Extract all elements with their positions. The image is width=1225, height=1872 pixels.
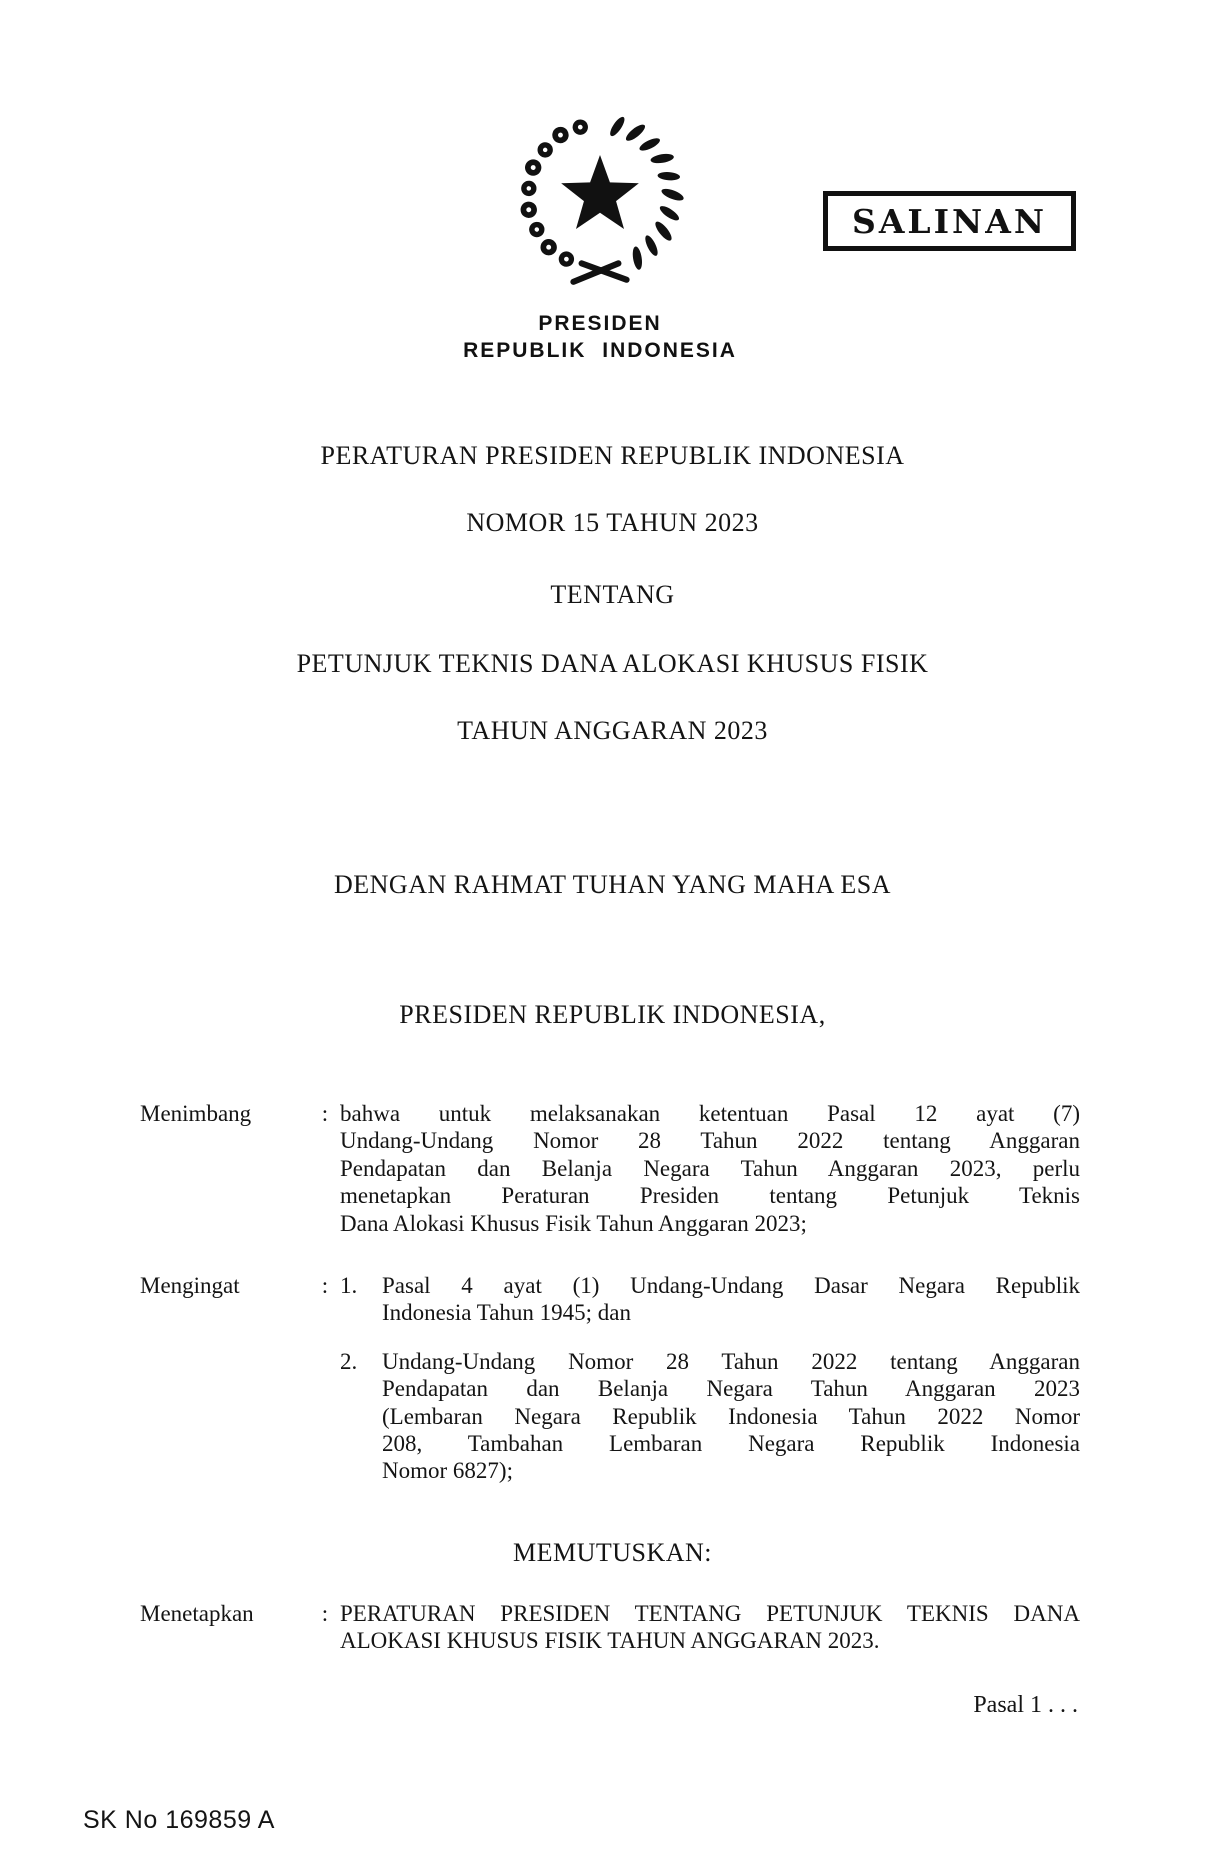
- text-line: (Lembaran Negara Republik Indonesia Tahun 2022 Nomor: [382, 1403, 1080, 1429]
- text-line: ALOKASI KHUSUS FISIK TAHUN ANGGARAN 2023.: [340, 1628, 880, 1654]
- regulation-title-line1: PERATURAN PRESIDEN REPUBLIK INDONESIA: [320, 441, 905, 470]
- text-line: bahwa untuk melaksanakan ketentuan Pasal 12 ayat (7): [340, 1101, 1080, 1126]
- recalling-item-2-text: [382, 1348, 1080, 1485]
- enacting-text: [340, 1600, 1080, 1655]
- presidential-star-wreath-icon: [508, 108, 692, 292]
- text-line: 208, Tambahan Lembaran Negara Republik Indonesia: [382, 1431, 1080, 1457]
- text-line: Undang-Undang Nomor 28 Tahun 2022 tentang Anggaran: [340, 1128, 1080, 1154]
- decision-heading: MEMUTUSKAN:: [512, 1538, 713, 1567]
- recalling-item-1-number: 1.: [340, 1273, 358, 1298]
- tentang-line: TENTANG: [550, 580, 675, 609]
- issuer-line: PRESIDEN REPUBLIK INDONESIA,: [399, 1000, 826, 1029]
- text-line: menetapkan Peraturan Presiden tentang Petunjuk Teknis: [340, 1183, 1080, 1209]
- subject-line1: PETUNJUK TEKNIS DANA ALOKASI KHUSUS FISIK: [296, 649, 929, 678]
- recalling-label: Mengingat: [140, 1273, 240, 1298]
- considering-clause: [140, 1100, 1080, 1237]
- considering-label: Menimbang: [140, 1101, 252, 1126]
- text-line: Indonesia Tahun 1945; dan: [382, 1300, 632, 1326]
- recalling-clause: [140, 1272, 1080, 1485]
- considering-colon: :: [321, 1101, 329, 1126]
- recalling-item-1-text: [382, 1272, 1080, 1327]
- recalling-item-2: [340, 1348, 1080, 1485]
- salinan-stamp-label: SALINAN: [851, 201, 1047, 241]
- text-line: Undang-Undang Nomor 28 Tahun 2022 tentang Anggaran: [382, 1348, 1080, 1374]
- letterhead: [0, 311, 1200, 364]
- text-line: Dana Alokasi Khusus Fisik Tahun Anggaran 2023;: [340, 1210, 807, 1236]
- text-line: Pendapatan dan Belanja Negara Tahun Anggaran 2023, perlu: [340, 1155, 1080, 1181]
- text-line: Pasal 4 ayat (1) Undang-Undang Dasar Negara Republik: [382, 1273, 1080, 1298]
- regulation-number-line: NOMOR 15 TAHUN 2023: [466, 508, 759, 537]
- enacting-colon: :: [321, 1601, 329, 1626]
- invocation-line: DENGAN RAHMAT TUHAN YANG MAHA ESA: [334, 870, 891, 899]
- salinan-stamp: [823, 191, 1076, 251]
- recalling-items: [340, 1272, 1080, 1485]
- star-icon: [561, 155, 639, 229]
- wreath-stems-icon: [573, 263, 626, 281]
- sk-number: SK No 169859 A: [83, 1806, 275, 1834]
- text-line: PERATURAN PRESIDEN TENTANG PETUNJUK TEKNIS DANA: [340, 1601, 1080, 1626]
- recalling-colon: :: [321, 1273, 329, 1298]
- letterhead-republik-indonesia: REPUBLIK INDONESIA: [463, 339, 737, 362]
- enacting-label: Menetapkan: [140, 1601, 254, 1626]
- considering-text: [340, 1100, 1080, 1237]
- text-line: Pendapatan dan Belanja Negara Tahun Anggaran 2023: [382, 1376, 1080, 1402]
- enacting-clause: [140, 1600, 1080, 1655]
- letterhead-presiden: PRESIDEN: [538, 312, 662, 335]
- recalling-item-1: [340, 1272, 1080, 1327]
- subject-line2: TAHUN ANGGARAN 2023: [457, 716, 768, 745]
- text-line: Nomor 6827);: [382, 1458, 513, 1484]
- catchword-pasal-1: Pasal 1 . . .: [973, 1692, 1078, 1718]
- recalling-item-2-number: 2.: [340, 1348, 358, 1374]
